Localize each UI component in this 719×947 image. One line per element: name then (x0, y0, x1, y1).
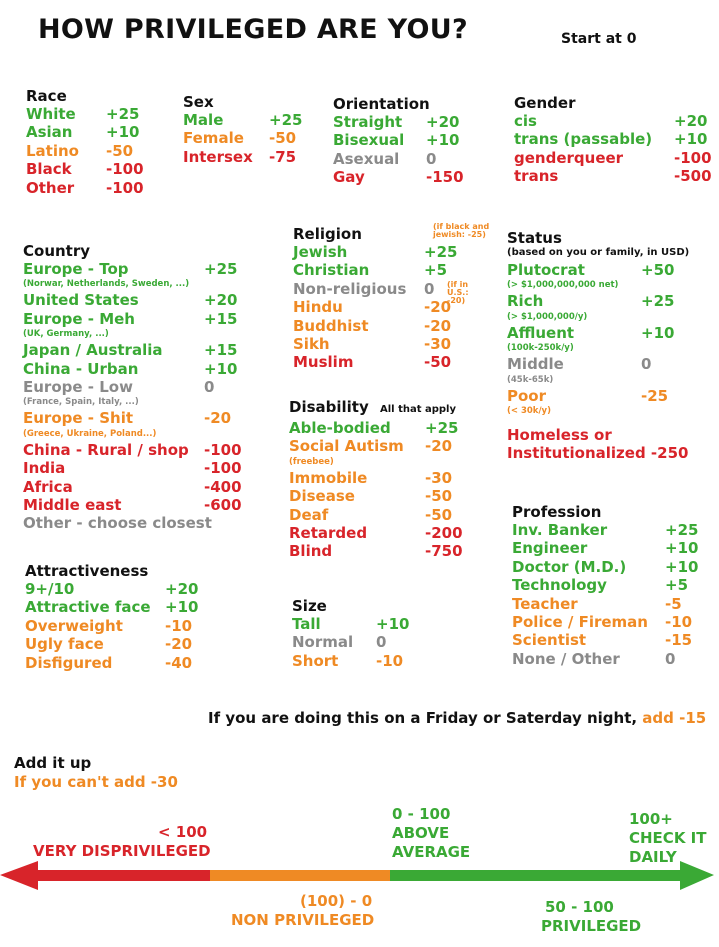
list-item (512, 576, 712, 594)
list-item (507, 387, 712, 405)
scale-segment-orange (210, 870, 390, 881)
section-race (26, 87, 156, 197)
item-value: +25 (269, 111, 303, 129)
list-item (293, 335, 503, 353)
item-subnote: (Greece, Ukraine, Poland...) (23, 428, 157, 439)
item-value: -20 (424, 316, 452, 335)
item-label: Buddhist (293, 316, 369, 335)
item-label: Short (292, 651, 339, 670)
item-label: Social Autism (289, 437, 404, 456)
item-value: 0 (424, 279, 435, 298)
list-item (26, 179, 156, 197)
list-item (183, 148, 313, 166)
list-item (26, 142, 156, 160)
item-value: -20 (425, 437, 453, 456)
list-item (183, 129, 313, 147)
list-item (25, 617, 205, 635)
list-item (289, 469, 479, 487)
list-item (23, 496, 243, 514)
item-value: -100 (106, 160, 144, 179)
item-label: Intersex (183, 147, 253, 166)
privilege-scale-arrow (0, 856, 719, 896)
item-label: Europe - Low (23, 377, 133, 396)
item-value: -100 (674, 148, 712, 167)
item-subnote: (freebee) (289, 456, 334, 467)
list-item (514, 167, 714, 185)
religion-heading-note: (if black and jewish: -25) (433, 222, 490, 239)
list-item (333, 113, 483, 131)
list-item (512, 650, 712, 668)
item-value: 0 (426, 149, 437, 168)
section-heading: Gender (514, 94, 576, 112)
item-value: +15 (204, 309, 238, 328)
very-disprivileged-label: VERY DISPRIVILEGED (33, 842, 211, 860)
item-subnote: (> $1,000,000/y) (507, 311, 588, 322)
list-item (289, 487, 479, 505)
above-average-range: 0 - 100 (392, 805, 451, 823)
item-value: 0 (204, 377, 215, 396)
item-label: Non-religious (293, 279, 407, 298)
homeless-line: Homeless or (507, 425, 612, 444)
section-status (507, 229, 712, 462)
item-label: Europe - Shit (23, 409, 134, 428)
list-item (514, 112, 714, 130)
item-label: trans (passable) (514, 130, 653, 149)
item-value: +10 (165, 598, 199, 617)
scale-segment-green (390, 861, 714, 890)
section-heading: Sex (183, 93, 214, 111)
item-label: Sikh (293, 334, 330, 353)
list-item (289, 419, 479, 437)
list-item (512, 539, 712, 557)
section-heading: Country (23, 242, 91, 260)
item-value: 0 (665, 649, 676, 668)
item-value: -500 (674, 167, 712, 186)
item-list (26, 105, 156, 197)
item-label: Technology (512, 576, 607, 595)
section-heading: Attractiveness (25, 562, 149, 580)
list-item (514, 130, 714, 148)
section-sex (183, 93, 313, 166)
item-label: Gay (333, 168, 365, 187)
list-item (23, 291, 243, 309)
item-label: trans (514, 167, 559, 186)
item-value: +25 (204, 260, 238, 278)
item-label: Deaf (289, 505, 329, 524)
list-item (25, 598, 205, 616)
item-subnote: (> $1,000,000,000 net) (507, 280, 619, 291)
list-item (26, 105, 156, 123)
above-average-label-2: AVERAGE (392, 843, 471, 861)
item-value: -10 (376, 651, 404, 670)
section-heading (289, 398, 479, 419)
item-value: -20 (204, 409, 232, 428)
item-value: -150 (426, 168, 464, 187)
above-average-label-1: ABOVE (392, 824, 450, 842)
item-value: -200 (425, 523, 463, 542)
item-label: Jewish (293, 243, 348, 261)
section-heading: Religion (293, 225, 362, 243)
item-value: +10 (426, 131, 460, 150)
list-item (289, 437, 479, 455)
item-value: +10 (665, 539, 699, 558)
list-item (23, 378, 243, 396)
list-item (512, 521, 712, 539)
section-country (23, 242, 243, 533)
privileged-range: 50 - 100 (545, 898, 614, 916)
item-label: Disfigured (25, 653, 113, 672)
item-label: Straight (333, 113, 403, 131)
list-item (514, 149, 714, 167)
check-it-daily-range: 100+ (629, 810, 673, 828)
section-heading: Status (507, 229, 562, 247)
item-list (23, 260, 243, 533)
list-item (289, 506, 479, 524)
item-list (514, 112, 714, 186)
list-item (25, 654, 205, 672)
item-label: Latino (26, 141, 79, 160)
item-value: -400 (204, 477, 242, 496)
item-value: +25 (106, 105, 140, 123)
item-label: Teacher (512, 594, 578, 613)
item-value: -50 (106, 141, 134, 160)
item-label: Attractive face (25, 598, 151, 617)
item-label: White (26, 105, 76, 123)
section-heading: Size (292, 597, 327, 615)
friday-value: add -15 (642, 709, 707, 727)
item-value: -100 (204, 459, 242, 478)
item-label: Asian (26, 123, 73, 142)
list-item (333, 131, 483, 149)
item-value: +5 (665, 576, 689, 595)
item-label: Other - choose closest (23, 514, 212, 533)
item-label: Normal (292, 633, 354, 652)
item-subnote: (< 30k/y) (507, 405, 551, 416)
section-orientation (333, 95, 483, 187)
list-item (507, 355, 712, 373)
list-item (333, 150, 483, 168)
item-subnote: (France, Spain, Italy, ...) (23, 397, 139, 408)
item-subnote: (100k-250k/y) (507, 343, 574, 354)
list-item (293, 317, 503, 335)
item-value: +25 (665, 521, 699, 539)
item-value: +10 (674, 130, 708, 149)
item-value: +20 (674, 112, 708, 130)
list-item (23, 260, 243, 278)
item-label: Ugly face (25, 635, 104, 654)
item-label: Hindu (293, 298, 343, 317)
item-label: Doctor (M.D.) (512, 557, 627, 576)
item-list (183, 111, 313, 166)
list-item (23, 514, 243, 532)
item-value: -5 (665, 594, 682, 613)
item-label: Blind (289, 542, 333, 561)
item-subnote: (Norwar, Netherlands, Sweden, ...) (23, 279, 190, 290)
item-value: -30 (424, 334, 452, 353)
section-heading: Profession (512, 503, 602, 521)
non-privileged-label: NON PRIVILEGED (231, 911, 375, 929)
item-label: Black (26, 160, 72, 179)
item-label: Japan / Australia (23, 341, 163, 360)
list-item (23, 409, 243, 427)
cant-add-note: If you can't add -30 (14, 773, 178, 791)
list-item (23, 341, 243, 359)
section-heading: Race (26, 87, 67, 105)
item-label: None / Other (512, 649, 620, 668)
item-label: China - Rural / shop (23, 440, 189, 459)
friday-note (208, 709, 706, 727)
item-label: Retarded (289, 523, 368, 542)
item-value: -20 (165, 635, 193, 654)
list-item (25, 580, 205, 598)
item-value: +20 (165, 580, 199, 598)
item-value: -50 (425, 505, 453, 524)
list-item (23, 478, 243, 496)
item-label: Scientist (512, 631, 587, 650)
list-item (292, 652, 412, 670)
item-label: Muslim (293, 353, 354, 372)
item-list (292, 615, 412, 670)
list-item (507, 324, 712, 342)
item-label: Bisexual (333, 131, 405, 150)
item-value: 0 (376, 633, 387, 652)
item-value: +20 (204, 291, 238, 310)
status-heading-note: (based on you or family, in USD) (507, 247, 690, 258)
item-label: Christian (293, 261, 370, 280)
item-label: Inv. Banker (512, 521, 608, 539)
item-value: +5 (424, 261, 448, 280)
list-item (292, 633, 412, 651)
institutionalized-line: Institutionalized -250 (507, 443, 689, 462)
item-label: Asexual (333, 149, 400, 168)
disability-heading: Disability (289, 398, 369, 416)
list-item (23, 441, 243, 459)
item-label: Other (26, 178, 75, 197)
item-label: United States (23, 291, 139, 310)
start-note: Start at 0 (561, 31, 637, 47)
item-value: -20 (424, 298, 452, 317)
item-label: Europe - Top (23, 260, 129, 278)
item-label: Middle (507, 355, 564, 374)
list-item (26, 160, 156, 178)
item-subnote: (45k-65k) (507, 374, 554, 385)
non-privileged-range: (100) - 0 (300, 892, 373, 910)
item-label: India (23, 459, 66, 478)
page-title: HOW PRIVILEGED ARE YOU? (38, 14, 468, 45)
section-profession (512, 503, 712, 668)
item-label: Male (183, 111, 224, 129)
list-item (25, 635, 205, 653)
list-item (289, 542, 479, 560)
item-value: -30 (425, 468, 453, 487)
list-item (512, 558, 712, 576)
list-item (293, 243, 503, 261)
section-gender (514, 94, 714, 186)
list-item (333, 168, 483, 186)
privileged-label: PRIVILEGED (541, 917, 642, 935)
item-label: Plutocrat (507, 261, 585, 279)
item-value: +15 (204, 341, 238, 360)
item-list (289, 419, 479, 561)
item-value: -10 (665, 612, 693, 631)
item-value: -100 (106, 178, 144, 197)
item-value: -100 (204, 440, 242, 459)
item-label: Tall (292, 615, 321, 633)
item-label: Able-bodied (289, 419, 391, 437)
list-item (293, 261, 503, 279)
item-value: +10 (106, 123, 140, 142)
item-list (507, 261, 712, 418)
item-value: -50 (269, 129, 297, 148)
list-item (289, 524, 479, 542)
nonreligious-note: (if in U.S.: -20) (447, 280, 469, 305)
item-value: -75 (269, 147, 297, 166)
item-value: +10 (641, 323, 675, 342)
item-value: -600 (204, 495, 242, 514)
item-value: +25 (425, 419, 459, 437)
list-item (26, 123, 156, 141)
item-value: +50 (641, 261, 675, 279)
item-value: -50 (425, 487, 453, 506)
item-value: -25 (641, 386, 669, 405)
list-item (23, 360, 243, 378)
check-it-daily-label-2: DAILY (629, 848, 677, 866)
item-value: -15 (665, 631, 693, 650)
item-value: +20 (426, 113, 460, 131)
item-list (25, 580, 205, 672)
list-item (293, 353, 503, 371)
friday-text: If you are doing this on a Friday or Saterday night, (208, 709, 638, 727)
item-label: genderqueer (514, 148, 624, 167)
list-item (512, 595, 712, 613)
item-value: +25 (424, 243, 458, 261)
item-value: +10 (665, 557, 699, 576)
list-item (23, 459, 243, 477)
item-label: Affluent (507, 323, 575, 342)
very-disprivileged-range: < 100 (158, 823, 208, 841)
scale-segment-red (0, 861, 210, 890)
list-item (23, 310, 243, 328)
section-religion (293, 222, 503, 372)
list-item (512, 631, 712, 649)
item-value: -10 (165, 616, 193, 635)
list-item (292, 615, 412, 633)
list-item (183, 111, 313, 129)
item-value: -50 (424, 353, 452, 372)
item-label: Overweight (25, 616, 123, 635)
item-label: Rich (507, 292, 544, 311)
add-it-up-heading: Add it up (14, 754, 92, 772)
section-size (292, 597, 412, 670)
section-heading: Orientation (333, 95, 430, 113)
list-item (507, 261, 712, 279)
item-value: -750 (425, 542, 463, 561)
item-list (333, 113, 483, 187)
section-disability (289, 398, 479, 561)
item-value: +10 (376, 615, 410, 633)
section-attractiveness (25, 562, 205, 672)
item-label: Immobile (289, 468, 368, 487)
item-value: +10 (204, 359, 238, 378)
item-label: Female (183, 129, 244, 148)
item-value: 0 (641, 355, 652, 374)
item-label: Engineer (512, 539, 588, 558)
item-label: Africa (23, 477, 73, 496)
item-value: +25 (641, 292, 675, 311)
item-label: Disease (289, 487, 355, 506)
item-label: Poor (507, 386, 547, 405)
list-item (512, 613, 712, 631)
item-label: Europe - Meh (23, 309, 135, 328)
item-list (293, 243, 503, 372)
item-label: 9+/10 (25, 580, 75, 598)
list-item (507, 292, 712, 310)
item-list (512, 521, 712, 668)
item-label: Police / Fireman (512, 612, 648, 631)
item-subnote: (UK, Germany, ...) (23, 329, 109, 340)
item-label: China - Urban (23, 359, 139, 378)
item-value: -40 (165, 653, 193, 672)
disability-note: All that apply (380, 404, 456, 415)
item-label: cis (514, 112, 537, 130)
check-it-daily-label-1: CHECK IT (629, 829, 707, 847)
item-label: Middle east (23, 495, 122, 514)
